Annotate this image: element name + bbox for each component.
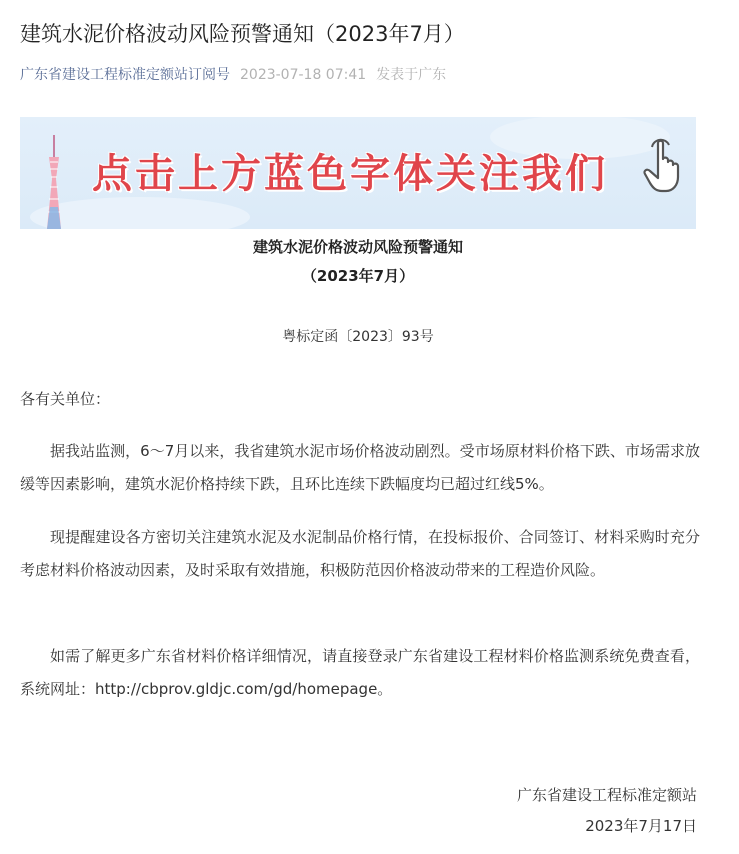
paragraph-system-link: 如需了解更多广东省材料价格详细情况，请直接登录广东省建设工程材料价格监测系统免费查看，系统网址：http://cbprov.gldjc.com/gd/homepage。 — [20, 647, 700, 698]
salutation: 各有关单位： — [20, 390, 111, 408]
paragraph-monitoring: 据我站监测，6～7月以来，我省建筑水泥市场价格波动剧烈。受市场原材料价格下跌、市场需求放缓等因素影响，建筑水泥价格持续下跌，且环比连续下跌幅度均已超过红线5%。 — [20, 442, 700, 493]
paragraph-reminder: 现提醒建设各方密切关注建筑水泥及水泥制品价格行情，在投标报价、合同签订、材料采购时充分考虑材料价格波动因素，及时采取有效措施，积极防范因价格波动带来的工程造价风险。 — [20, 528, 700, 579]
document-title-line2: （2023年7月） — [301, 267, 415, 285]
signature-date: 2023年7月17日 — [585, 817, 697, 835]
follow-banner[interactable] — [20, 117, 696, 229]
article-title: 建筑水泥价格波动风险预警通知（2023年7月） — [20, 22, 465, 46]
publish-time: 2023-07-18 07:41 — [240, 67, 367, 83]
document-title-line1: 建筑水泥价格波动风险预警通知 — [252, 238, 463, 256]
article-meta — [20, 65, 720, 85]
tower-icon — [47, 135, 61, 229]
signature-org: 广东省建设工程标准定额站 — [516, 786, 697, 804]
banner-follow-text: 点击上方蓝色字体关注我们 — [92, 151, 608, 197]
document-number: 粤标定函〔2023〕93号 — [282, 329, 434, 345]
publish-location: 发表于广东 — [376, 67, 447, 83]
account-name-link[interactable]: 广东省建设工程标准定额站订阅号 — [20, 67, 230, 83]
